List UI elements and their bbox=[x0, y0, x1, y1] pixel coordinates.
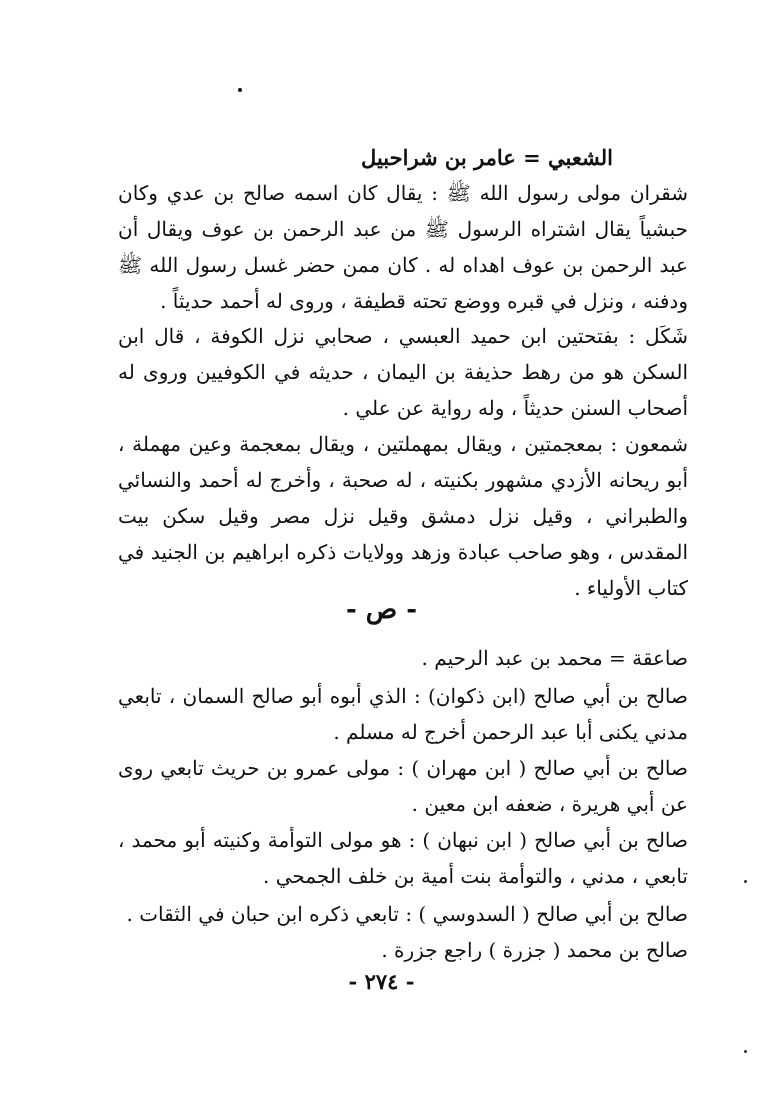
entry-saiqa: صاعقة = محمد بن عبد الرحيم . bbox=[421, 646, 688, 670]
page-number: - ٢٧٤ - bbox=[348, 969, 415, 994]
entry-salih-mihran: صالح بن أبي صالح ( ابن مهران ) : مولى عمرو بن حريث تابعي روى عن أبي هريرة ، ضعفه ابن معين . bbox=[118, 756, 688, 816]
entry-salih-sadusi: صالح بن أبي صالح ( السدوسي ) : تابعي ذكره ابن حبان في الثقات . bbox=[126, 902, 688, 926]
entry-salih-nabhan: صالح بن أبي صالح ( ابن نبهان ) : هو مولى التوأمة وكنيته أبو محمد ، تابعي ، مدني ، والتوأمة بنت أمية بن خلف الجمحي . bbox=[118, 828, 688, 888]
entry-shamun: شمعون : بمعجمتين ، ويقال بمهملتين ، ويقال بمعجمة وعين مهملة ، أبو ريحانه الأزدي مشهور بكنيته ، له صحبة ، وأخرج له أحمد والنسائي والطبراني ، وقيل نزل دمشق وقيل نزل مصر وقيل سكن بيت المقدس ، وهو صاحب عبادة وزهد وولايات ذكره ابراهيم بن الجنيد في كتاب الأولياء . bbox=[118, 432, 688, 600]
entry-shabi: الشعبي = عامر بن شراحبيل bbox=[361, 145, 613, 170]
entry-shuqran: شقران مولى رسول الله ﷺ : يقال كان اسمه صالح بن عدي وكان حبشياً يقال اشتراه الرسول ﷺ من عبد الرحمن بن عوف ويقال أن عبد الرحمن بن عوف اهداه له . كان ممن حضر غسل رسول الله ﷺ ودفنه ، ونزل في قبره ووضع تحته قطيفة ، وروى له أحمد حديثاً . bbox=[118, 181, 688, 313]
section-title: - ص - bbox=[345, 595, 418, 625]
entry-salih-dhakwan: صالح بن أبي صالح (ابن ذكوان) : الذي أبوه أبو صالح السمان ، تابعي مدني يكنى أبا عبد الرحمن أخرج له مسلم . bbox=[118, 684, 688, 744]
edge-speck bbox=[744, 1050, 747, 1053]
ink-dot bbox=[238, 88, 242, 92]
edge-speck bbox=[744, 880, 747, 883]
entry-salih-jazara: صالح بن محمد ( جزرة ) راجع جزرة . bbox=[381, 938, 688, 962]
entry-shakal: شَكَل : بفتحتين ابن حميد العبسي ، صحابي نزل الكوفة ، قال ابن السكن هو من رهط حذيفة بن اليمان ، حديثه في الكوفيين وروى له أصحاب السنن حديثاً ، وله رواية عن علي . bbox=[118, 324, 688, 420]
